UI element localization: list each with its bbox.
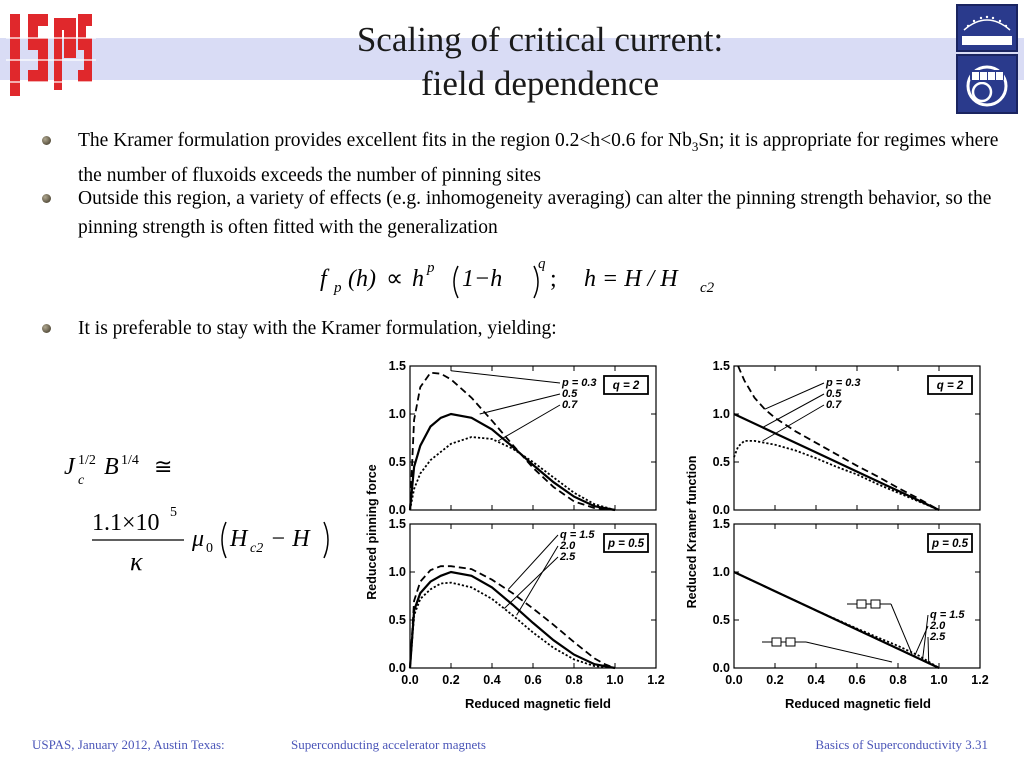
y-tick-label: 1.0 <box>712 407 730 421</box>
legend-label: 2.0 <box>930 620 946 632</box>
legend-label: 2.5 <box>560 551 576 563</box>
y-tick-label: 0.5 <box>712 613 730 627</box>
footer-section: Basics of Superconductivity 3.31 <box>815 737 988 752</box>
slide-title <box>230 18 850 106</box>
pinning-force-equation <box>312 252 732 302</box>
eq1-one-minus-h: 1−h <box>462 266 503 292</box>
nb3sn-subscript: 3 <box>691 138 699 154</box>
x-tick-label: 0.6 <box>848 673 866 687</box>
y-tick-label: 0.0 <box>712 503 730 517</box>
series-line-1-5 <box>410 566 615 668</box>
x-tick-label: 0.2 <box>766 673 784 687</box>
legend-leader <box>480 394 560 414</box>
eq2-J: J <box>64 454 75 480</box>
legend-label: p = 0.3 <box>826 377 861 389</box>
y-tick-label: 0.5 <box>388 613 406 627</box>
eq1-p-sup: p <box>427 260 435 276</box>
uspas-logo <box>6 8 96 108</box>
eq1-h-def: h = H / H <box>584 266 678 292</box>
xlabel-left: Reduced magnetic field <box>465 696 611 711</box>
x-tick-label: 0.0 <box>401 673 419 687</box>
bullet-dot-icon <box>42 324 51 333</box>
series-line-0-5 <box>410 414 615 510</box>
eq2-H: H <box>230 526 248 552</box>
eq1-c2-sub: c2 <box>700 280 715 296</box>
bullet-text <box>78 126 1002 190</box>
legend-leader <box>451 371 560 383</box>
bullet-outside-region <box>42 184 1002 242</box>
berkeley-lab-logo <box>956 4 1018 52</box>
legend-label: 0.7 <box>826 399 842 411</box>
y-tick-label: 0.0 <box>388 503 406 517</box>
bullet-kramer-preferable <box>42 314 1002 343</box>
xlabel-right: Reduced magnetic field <box>785 696 931 711</box>
legend-label: q = 1.5 <box>560 529 595 541</box>
legend-label: q = 1.5 <box>930 609 965 621</box>
x-tick-label: 0.0 <box>725 673 743 687</box>
series-line-0-7 <box>734 441 939 510</box>
eq1-f: f <box>320 266 327 292</box>
footer-course: Superconducting accelerator magnets <box>291 737 486 752</box>
chart-panel-bottom-left <box>389 517 665 687</box>
ylabel-left: Reduced pinning force <box>365 464 379 600</box>
x-tick-label: 1.0 <box>606 673 624 687</box>
parameter-box-label: q = 2 <box>612 380 640 392</box>
bullet-dot-icon <box>42 136 51 145</box>
legend-leader <box>498 405 560 441</box>
eq2-zero-sub: 0 <box>206 541 213 556</box>
eq2-B: B <box>104 454 119 480</box>
bullet-text: It is preferable to stay with the Kramer formulation, yielding: <box>78 318 557 339</box>
pinning-kramer-figure <box>352 352 1000 722</box>
eq1-q-sup: q <box>538 256 546 272</box>
x-tick-label: 0.6 <box>524 673 542 687</box>
bullet-dot-icon <box>42 194 51 203</box>
insert-block <box>857 600 866 608</box>
y-tick-label: 1.5 <box>388 517 406 531</box>
x-tick-label: 1.0 <box>930 673 948 687</box>
y-tick-label: 0.5 <box>388 455 406 469</box>
x-tick-label: 0.8 <box>889 673 907 687</box>
legend-label: 0.5 <box>562 388 578 400</box>
x-tick-label: 1.2 <box>647 673 665 687</box>
eq2-quarter-sup: 1/4 <box>121 453 139 468</box>
eq1-p-sub: p <box>334 280 342 296</box>
legend-label: 2.0 <box>560 540 576 552</box>
kramer-relation-equation <box>54 440 354 590</box>
slide-title-line2: field dependence <box>420 64 660 103</box>
legend-leader <box>517 546 558 615</box>
eq2-num-exp: 5 <box>170 505 177 520</box>
eq2-denominator: κ <box>130 547 143 576</box>
y-tick-label: 0.0 <box>388 661 406 675</box>
legend-leader <box>928 637 929 664</box>
eq1-h-arg: (h) <box>348 266 376 292</box>
slide-title-line1: Scaling of critical current: <box>356 20 724 59</box>
x-tick-label: 1.2 <box>971 673 989 687</box>
eq1-semicolon: ; <box>550 266 557 292</box>
x-tick-label: 0.4 <box>483 673 501 687</box>
legend-leader <box>914 626 928 656</box>
legend-label: 2.5 <box>930 631 946 643</box>
series-line-2-0 <box>410 572 615 668</box>
series-line-2-5 <box>410 583 615 668</box>
legend-label: 0.7 <box>562 399 578 411</box>
eq1-h: h <box>412 266 424 292</box>
ylabel-right: Reduced Kramer function <box>685 455 699 609</box>
parameter-box-label: p = 0.5 <box>607 538 645 550</box>
eq2-approx: ≅ <box>154 454 173 479</box>
eq2-c2-sub: c2 <box>250 541 264 556</box>
chart-panel-top-right <box>713 359 980 517</box>
cern-logo <box>956 54 1018 114</box>
bullet-kramer-fits <box>42 126 1002 190</box>
insert-arrow <box>806 642 892 662</box>
parameter-box-label: p = 0.5 <box>931 538 969 550</box>
insert-block <box>772 638 781 646</box>
chart-panel-bottom-right <box>713 517 989 687</box>
legend-label: 0.5 <box>826 388 842 400</box>
legend-label: p = 0.3 <box>562 377 597 389</box>
eq1-propto: ∝ <box>386 266 404 292</box>
insert-block <box>871 600 880 608</box>
y-tick-label: 0.0 <box>712 661 730 675</box>
y-tick-label: 1.5 <box>712 517 730 531</box>
eq2-half-sup: 1/2 <box>78 453 96 468</box>
bullet-text-suffix: Sn; it is appropriate for regimes where the number of fluxoids exceeds the number of pinning sites <box>78 130 999 186</box>
series-line-0-5 <box>734 414 939 510</box>
legend-leader <box>765 383 824 409</box>
eq2-numerator: 1.1×10 <box>92 510 160 536</box>
y-tick-label: 1.0 <box>712 565 730 579</box>
insert-block <box>786 638 795 646</box>
eq2-c-sub: c <box>78 473 85 488</box>
series-line-0-3 <box>410 373 615 510</box>
y-tick-label: 1.5 <box>388 359 406 373</box>
y-tick-label: 1.0 <box>388 407 406 421</box>
x-tick-label: 0.2 <box>442 673 460 687</box>
parameter-box-label: q = 2 <box>936 380 964 392</box>
bullet-text: Outside this region, a variety of effects (e.g. inhomogeneity averaging) can alter the pinning strength behavior, so the pinning strength is often fitted with the generalization <box>78 188 992 238</box>
chart-panel-top-left <box>389 359 656 517</box>
eq2-minus-H: − H <box>270 526 310 552</box>
x-tick-label: 0.4 <box>807 673 825 687</box>
footer-event: USPAS, January 2012, Austin Texas: <box>32 737 225 752</box>
y-tick-label: 0.5 <box>712 455 730 469</box>
y-tick-label: 1.5 <box>712 359 730 373</box>
y-tick-label: 1.0 <box>388 565 406 579</box>
x-tick-label: 0.8 <box>565 673 583 687</box>
bullet-text-prefix: The Kramer formulation provides excellent fits in the region 0.2<h<0.6 for Nb <box>78 130 692 151</box>
eq2-mu: μ <box>192 526 205 552</box>
